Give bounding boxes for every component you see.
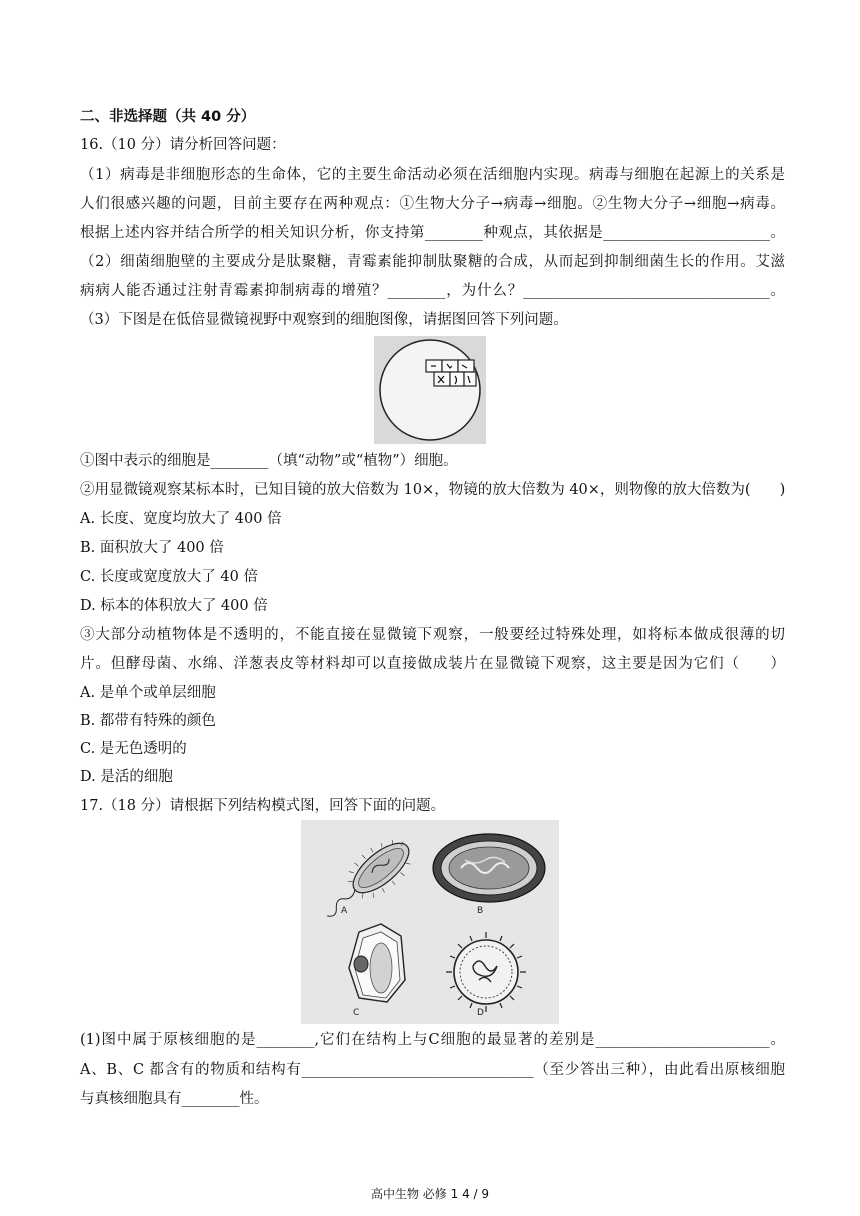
q16-sub1: ①图中表示的细胞是________（填“动物”或“植物”）细胞。 (80, 453, 458, 469)
q16-p3: （3）下图是在低倍显微镜视野中观察到的细胞图像，请据图回答下列问题。 (80, 312, 568, 328)
figure-label-b: B (477, 906, 484, 916)
q16-p2-line1: （2）细菌细胞壁的主要成分是肽聚糖，青霉素能抑制肽聚糖的合成，从而起到抑制细菌生长的作用。艾滋 (80, 254, 785, 270)
q16-sub2-option-d: D. 标本的体积放大了 400 倍 (80, 598, 268, 614)
q16-sub3-line2: 片。但酵母菌、水绵、洋葱表皮等材料却可以直接做成装片在显微镜下观察，这主要是因为它们（ ） (80, 656, 785, 672)
figure-label-a: A (341, 906, 348, 916)
microscope-field-figure (374, 336, 486, 444)
q16-sub3-line1: ③大部分动植物体是不透明的，不能直接在显微镜下观察，一般要经过特殊处理，如将标本做成很薄的切 (80, 627, 785, 643)
q16-sub3-option-c: C. 是无色透明的 (80, 741, 187, 757)
q16-sub3-option-d: D. 是活的细胞 (80, 769, 173, 785)
q16-sub2-option-b: B. 面积放大了 400 倍 (80, 540, 224, 556)
figure-label-c: C (353, 1008, 360, 1018)
q17-p1-line2: A、B、C 都含有的物质和结构有________________________________（至少答出三种），由此看出原核细胞 (80, 1062, 785, 1078)
q17-p1-line3: 与真核细胞具有________性。 (80, 1091, 269, 1107)
figure-label-d: D (477, 1008, 484, 1018)
q16-p1-line3: 根据上述内容并结合所学的相关知识分析，你支持第________种观点，其依据是_______________________。 (80, 225, 785, 241)
microscope-field-drawing (374, 336, 486, 444)
q16-sub3-option-a: A. 是单个或单层细胞 (80, 685, 216, 701)
q16-sub2-option-c: C. 长度或宽度放大了 40 倍 (80, 569, 258, 585)
q16-sub2: ②用显微镜观察某标本时，已知目镜的放大倍数为 10×，物镜的放大倍数为 40×，则物像的放大倍数为( ) (80, 482, 786, 498)
q17-p1-line1: (1)图中属于原核细胞的是________,它们在结构上与C细胞的最显著的差别是________________________。 (80, 1032, 785, 1048)
section-title: 二、非选择题（共 40 分） (80, 109, 256, 125)
page-footer: 高中生物 必修 1 4 / 9 (370, 1187, 490, 1201)
q16-sub2-option-a: A. 长度、宽度均放大了 400 倍 (80, 511, 282, 527)
q16-p1-line2: 人们很感兴趣的问题，目前主要存在两种观点：①生物大分子→病毒→细胞。②生物大分子→细胞→病毒。 (80, 196, 785, 212)
q16-p2-line2: 病病人能否通过注射青霉素抑制病毒的增殖？________，为什么？__________________________________。 (80, 283, 785, 299)
q16-p1-line1: （1）病毒是非细胞形态的生命体，它的主要生命活动必须在活细胞内实现。病毒与细胞在起源上的关系是 (80, 167, 785, 183)
cell-structure-drawing (301, 820, 559, 1024)
q16-header: 16.（10 分）请分析回答问题： (80, 137, 286, 153)
cell-structure-figure (301, 820, 559, 1024)
q16-sub3-option-b: B. 都带有特殊的颜色 (80, 713, 216, 729)
q17-header: 17.（18 分）请根据下列结构模式图，回答下面的问题。 (80, 798, 446, 814)
